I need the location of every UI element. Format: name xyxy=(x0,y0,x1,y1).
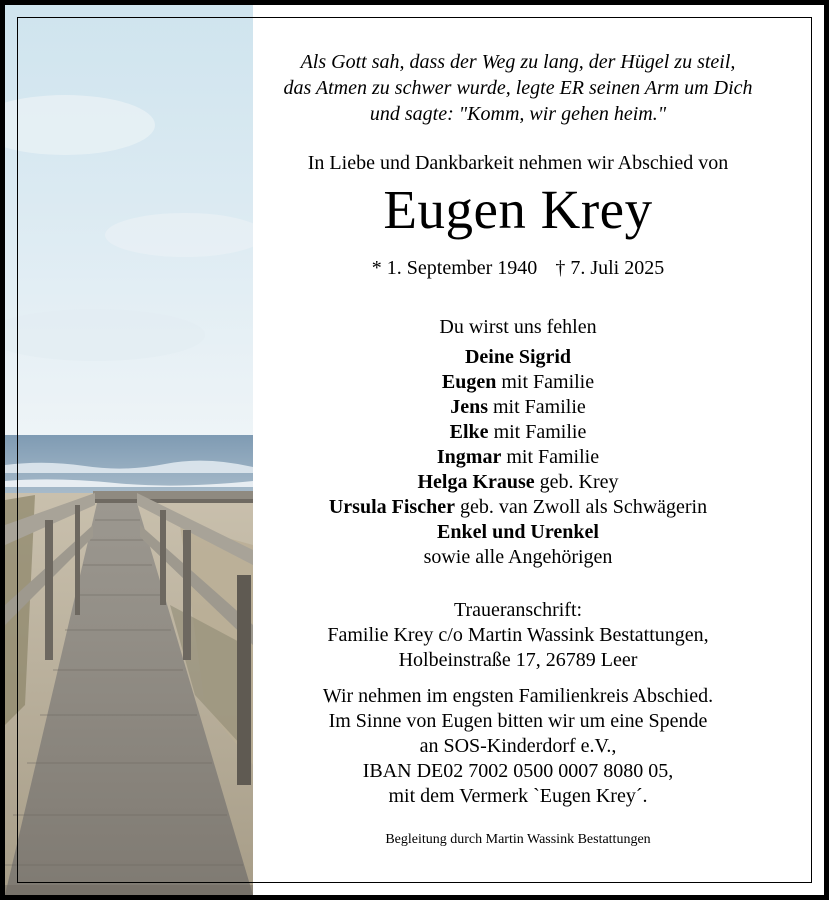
address-label: Traueranschrift: xyxy=(453,599,583,621)
mourner-relation: mit Familie xyxy=(488,421,587,443)
notice-text-column xyxy=(253,0,783,900)
mourner-entry xyxy=(253,345,783,370)
notice-line-2: Im Sinne von Eugen bitten wir um eine Spende xyxy=(328,710,708,732)
mourner-name: Helga Krause xyxy=(417,471,535,493)
mourner-entry xyxy=(253,470,783,495)
deceased-name: Eugen Krey xyxy=(383,179,653,240)
address-line-2: Holbeinstraße 17, 26789 Leer xyxy=(398,649,638,671)
mourner-relation: geb. Krey xyxy=(534,471,619,493)
mourner-name: Enkel und Urenkel xyxy=(437,521,599,543)
birth-date: * 1. September 1940 xyxy=(371,257,538,279)
death-date: † 7. Juli 2025 xyxy=(555,257,665,279)
notice-line-5: mit dem Vermerk `Eugen Krey´. xyxy=(388,785,648,807)
life-dates xyxy=(253,257,783,280)
mourner-entry xyxy=(253,520,783,545)
poem-line-1: Als Gott sah, dass der Weg zu lang, der Hügel zu steil, xyxy=(300,51,736,73)
mourner-entry xyxy=(253,445,783,470)
mourners-heading: Du wirst uns fehlen xyxy=(439,316,597,338)
funeral-home-credit: Begleitung durch Martin Wassink Bestattungen xyxy=(385,832,651,847)
poem-line-3: und sagte: "Komm, wir gehen heim." xyxy=(369,103,667,125)
mourner-name: Eugen xyxy=(441,371,497,393)
beach-boardwalk-image xyxy=(5,5,253,895)
mourner-entry xyxy=(253,395,783,420)
mourner-name: Jens xyxy=(450,396,488,418)
mourner-entry xyxy=(253,495,783,520)
notice-line-1: Wir nehmen im engsten Familienkreis Abschied. xyxy=(322,685,714,707)
mourner-relation: geb. van Zwoll als Schwägerin xyxy=(454,496,708,518)
farewell-intro: In Liebe und Dankbarkeit nehmen wir Abschied von xyxy=(307,152,729,174)
mourner-name: Ursula Fischer xyxy=(328,496,455,518)
mourner-name: Deine Sigrid xyxy=(464,346,572,368)
beach-boardwalk-photo xyxy=(5,5,253,895)
poem-line-2: das Atmen zu schwer wurde, legte ER seinen Arm um Dich xyxy=(283,77,753,99)
mourner-name: Ingmar xyxy=(436,446,502,468)
mourner-entry xyxy=(253,370,783,395)
notice-line-3: an SOS-Kinderdorf e.V., xyxy=(419,735,617,757)
mourner-entry xyxy=(253,420,783,445)
notice-line-4: IBAN DE02 7002 0500 0007 8080 05, xyxy=(362,760,674,782)
mourner-relation: mit Familie xyxy=(496,371,595,393)
mourner-relation: mit Familie xyxy=(488,396,586,418)
mourner-name: Elke xyxy=(449,421,489,443)
address-line-1: Familie Krey c/o Martin Wassink Bestattungen, xyxy=(327,624,709,646)
mourners-closing: sowie alle Angehörigen xyxy=(423,546,613,568)
mourner-relation: mit Familie xyxy=(501,446,600,468)
